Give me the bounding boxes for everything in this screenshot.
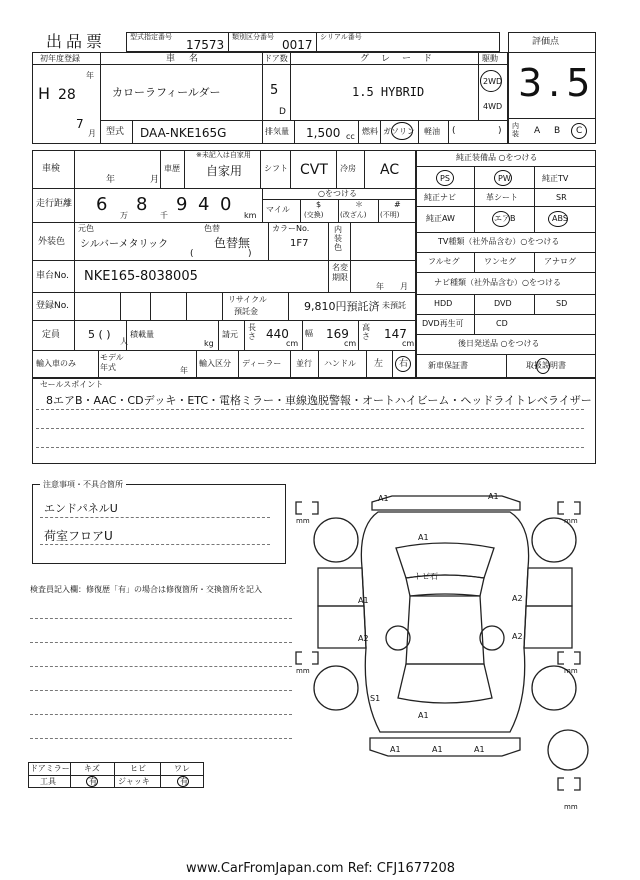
recycle-label-1: リサイクル	[228, 295, 267, 304]
mileage-digit: 9	[176, 194, 188, 215]
score-label: 評価点	[532, 37, 560, 47]
mileage-km-unit: km	[244, 211, 257, 220]
capacity-unit: 人	[120, 337, 128, 346]
handle-label: ハンドル	[324, 359, 356, 368]
load-label: 積載量	[130, 330, 154, 339]
mile-opt-tampered-sub: (改ざん)	[340, 211, 367, 219]
color-no-label: カラーNo.	[272, 224, 310, 233]
load-unit: kg	[204, 339, 214, 348]
mark-front-bumper-1: A1	[378, 494, 389, 503]
navi-title: ナビ種類（社外品含む）○をつける	[434, 278, 561, 287]
color-value: シルバーメタリック	[80, 239, 169, 250]
mark-front-bumper-2: A1	[488, 492, 499, 501]
fuel-label: 燃料	[362, 127, 378, 136]
ac-label: 冷房	[340, 164, 356, 173]
mark-right-front-door: A2	[512, 594, 523, 603]
navi-dvd: DVD	[494, 299, 512, 308]
mileage-sen-unit: 千	[160, 211, 168, 220]
tv-title: TV種類（社外品含む）○をつける	[438, 237, 560, 246]
mileage-digit: 8	[136, 194, 148, 215]
chassis-label: 車台No.	[36, 271, 69, 281]
height-unit: cm	[402, 339, 415, 348]
equip-pw: PW	[498, 174, 511, 183]
fuel-gasoline-circle	[391, 122, 413, 140]
legend-jack-circle	[177, 776, 189, 787]
handle-right-circle	[395, 356, 411, 372]
mileage-label: 走行距離	[36, 199, 73, 209]
legend-jack-yes: 有	[180, 777, 188, 786]
equip-pw-circle	[494, 170, 512, 186]
interior-grade-c-circle	[571, 123, 587, 139]
ac-value: AC	[380, 162, 400, 178]
mark-hood: A1	[418, 533, 429, 542]
capacity-value: 5 ( )	[88, 328, 111, 341]
color-label: 外装色	[38, 237, 66, 247]
notes-line-2: 荷室フロアU	[44, 529, 113, 543]
interior-grade-b: B	[554, 126, 561, 136]
shaken-label: 車検	[42, 164, 61, 174]
first-reg-year-unit: 年	[86, 71, 94, 80]
height-value: 147	[384, 327, 407, 341]
model-year-unit: 年	[180, 366, 188, 375]
navi-sd: SD	[556, 299, 568, 308]
repaint-value: 色替無	[214, 236, 251, 250]
interior-color-label: 内装色	[334, 225, 342, 252]
mileage-digit: 6	[96, 194, 108, 215]
mm-rear-left: mm	[296, 667, 310, 675]
legend-break: ワレ	[174, 764, 190, 773]
drive-2wd-circle	[480, 70, 502, 92]
sales-label: セールスポイント	[40, 380, 104, 389]
tv-analog: アナログ	[544, 257, 576, 266]
mark-left-rear-door: A2	[358, 634, 369, 643]
model-year-label: モデル年式	[100, 353, 124, 372]
name-change-label: 名変期限	[332, 263, 348, 282]
import-cat-label: 輸入区分	[199, 359, 231, 368]
drive-4wd: 4WD	[483, 102, 503, 111]
sales-text: 8エアB・AAC・CDデッキ・ETC・電格ミラー・車線逸脱警報・オートハイビーム・ヘッドライトレベライザー	[46, 394, 592, 407]
mileage-digit: 0	[220, 194, 232, 215]
use-label: 車歴	[164, 164, 180, 173]
doc-manual: 取扱説明書	[526, 361, 566, 370]
first-reg-era: H	[38, 84, 51, 103]
grade-label: グレード	[360, 54, 445, 64]
length-value: 440	[266, 327, 289, 341]
mark-rear-bumper-1: A1	[390, 745, 401, 754]
shaken-month-unit: 月	[150, 175, 160, 185]
legend-scratch: キズ	[84, 764, 100, 773]
notes-line-1: エンドパネルU	[44, 502, 118, 515]
doors-value: 5	[270, 83, 279, 98]
recycle-value: 9,810円預託済	[304, 300, 380, 313]
model-code-value: 17573	[186, 38, 225, 52]
dims-label: 請元	[222, 330, 238, 339]
doc-warranty: 新車保証書	[428, 361, 468, 370]
use-value: 自家用	[206, 164, 243, 178]
shaken-year-unit: 年	[106, 175, 116, 185]
mile-opt-unknown-sub: (不明)	[380, 211, 400, 219]
mile-opt-tampered: ＊	[355, 200, 363, 209]
interior-grade-a: A	[534, 126, 541, 136]
tv-oneseg: ワンセグ	[484, 257, 516, 266]
equip-tv: 純正TV	[542, 174, 569, 183]
mile-opt-mile: マイル	[266, 205, 290, 214]
width-label: 幅	[305, 329, 313, 338]
mile-header: ○をつける	[318, 189, 357, 198]
category-label: 類別区分番号	[232, 33, 274, 41]
tv-fullseg: フルセグ	[428, 257, 460, 266]
first-reg-label: 初年度登録	[40, 54, 80, 63]
equip-ps-circle	[436, 170, 454, 186]
repaint-label: 色替	[204, 224, 220, 233]
inspector-label: 検査員記入欄：修復歴「有」の場合は修復箇所・交換箇所を記入	[30, 585, 262, 594]
car-name: カローラフィールダー	[112, 86, 221, 99]
equip-airbag-circle	[492, 211, 510, 227]
interior-grade-c: C	[576, 126, 583, 136]
length-unit: cm	[286, 339, 299, 348]
import-dealer: ディーラー	[242, 359, 282, 368]
mm-spare: mm	[564, 803, 578, 811]
doc-manual-circle	[536, 358, 550, 374]
name-change-year-unit: 年	[376, 282, 384, 291]
score-value: 3.5	[518, 61, 597, 105]
navi-hdd: HDD	[434, 299, 453, 308]
equip-title: 純正装備品 ○をつける	[456, 153, 538, 162]
doc-title: 後日発送品 ○をつける	[458, 339, 540, 348]
navi-cd: CD	[496, 319, 508, 328]
drive-label: 駆動	[482, 54, 498, 63]
first-reg-month: 7	[76, 117, 84, 131]
reg-no-label: 登録No.	[36, 301, 69, 311]
form-title: 出品票	[46, 32, 107, 51]
mile-opt-swap: $	[316, 200, 322, 209]
drive-2wd: 2WD	[483, 77, 503, 86]
displacement-label: 排気量	[265, 127, 289, 136]
notes-label: 注意事項・不具合箇所	[40, 481, 126, 489]
height-label: 高さ	[362, 323, 370, 341]
model-code-label: 型式指定番号	[130, 33, 172, 41]
mark-left-quarter: S1	[370, 694, 381, 703]
recycle-unpaid: 未預託	[382, 301, 406, 310]
width-value: 169	[326, 327, 349, 341]
interior-grade-label: 内装	[512, 122, 519, 138]
equip-leather: 革シート	[486, 193, 518, 202]
handle-left: 左	[374, 359, 384, 369]
notes-box	[32, 484, 286, 564]
doors-label: ドア数	[264, 54, 288, 63]
footer-watermark: www.CarFromJapan.com Ref: CFJ1677208	[186, 861, 456, 876]
legend-mirror: ドアミラー	[30, 764, 70, 773]
header-code-row	[126, 32, 500, 52]
recycle-label: 預託金	[234, 307, 258, 316]
name-change-month-unit: 月	[400, 282, 408, 291]
diesel-label: 軽油	[424, 127, 440, 136]
color-no-value: 1F7	[290, 238, 309, 249]
mileage-man-unit: 万	[120, 211, 128, 220]
navi-dvd-play: DVD再生可	[422, 319, 464, 328]
mm-front-left: mm	[296, 517, 310, 525]
displacement-value: 1,500	[306, 126, 341, 140]
mark-roof-chip: トビ石	[414, 572, 438, 581]
legend-tools-yes: 有	[89, 777, 97, 786]
equip-airbag: エアB	[494, 214, 516, 223]
fuel-gasoline: ガソリン	[383, 127, 415, 136]
import-parallel: 並行	[296, 359, 312, 368]
mm-rear-right: mm	[564, 667, 578, 675]
note-private-use: ※未記入は自家用	[196, 151, 251, 159]
grade-value: 1.5 HYBRID	[352, 85, 425, 99]
mile-opt-swap-sub: (交換)	[304, 211, 324, 219]
mark-left-front-door: A1	[358, 596, 369, 605]
legend-jack: ジャッキ	[118, 777, 150, 786]
mark-trunk: A1	[418, 711, 429, 720]
mark-right-rear-door: A2	[512, 632, 523, 641]
handle-right: 右	[399, 359, 409, 369]
sales-point-block	[32, 378, 596, 464]
shift-label: シフト	[264, 164, 288, 173]
import-label: 輸入車のみ	[36, 359, 76, 368]
chassis-value: NKE165-8038005	[84, 269, 198, 284]
capacity-label: 定員	[42, 330, 61, 340]
equip-abs: ABS	[552, 214, 568, 223]
mm-front-right: mm	[564, 517, 578, 525]
legend-crack: ヒビ	[130, 764, 146, 773]
first-reg-month-unit: 月	[88, 129, 96, 138]
legend-tools-circle	[86, 776, 98, 787]
shift-value: CVT	[300, 162, 328, 178]
length-label: 長さ	[248, 323, 256, 341]
serial-label: シリアル番号	[320, 33, 362, 41]
equip-navi: 純正ナビ	[424, 193, 456, 202]
model-value: DAA-NKE165G	[140, 126, 227, 140]
mark-rear-bumper-3: A1	[474, 745, 485, 754]
model-label: 型式	[106, 127, 125, 137]
equip-ps: PS	[440, 174, 450, 183]
first-reg-year: 28	[58, 87, 76, 103]
car-damage-diagram	[288, 488, 598, 808]
car-name-label: 車名	[166, 54, 213, 64]
displacement-unit: cc	[346, 132, 355, 141]
mark-rear-bumper-2: A1	[432, 745, 443, 754]
mileage-digit: 4	[198, 194, 210, 215]
width-unit: cm	[344, 339, 357, 348]
legend-tools: 工具	[40, 777, 56, 786]
orig-color-label: 元色	[78, 224, 94, 233]
mile-opt-unknown: #	[394, 200, 401, 209]
doors-suffix: D	[279, 107, 286, 117]
category-value: 0017	[282, 38, 313, 52]
equip-sr: SR	[556, 193, 567, 202]
equip-abs-circle	[548, 211, 568, 227]
equip-aw: 純正AW	[426, 214, 455, 223]
